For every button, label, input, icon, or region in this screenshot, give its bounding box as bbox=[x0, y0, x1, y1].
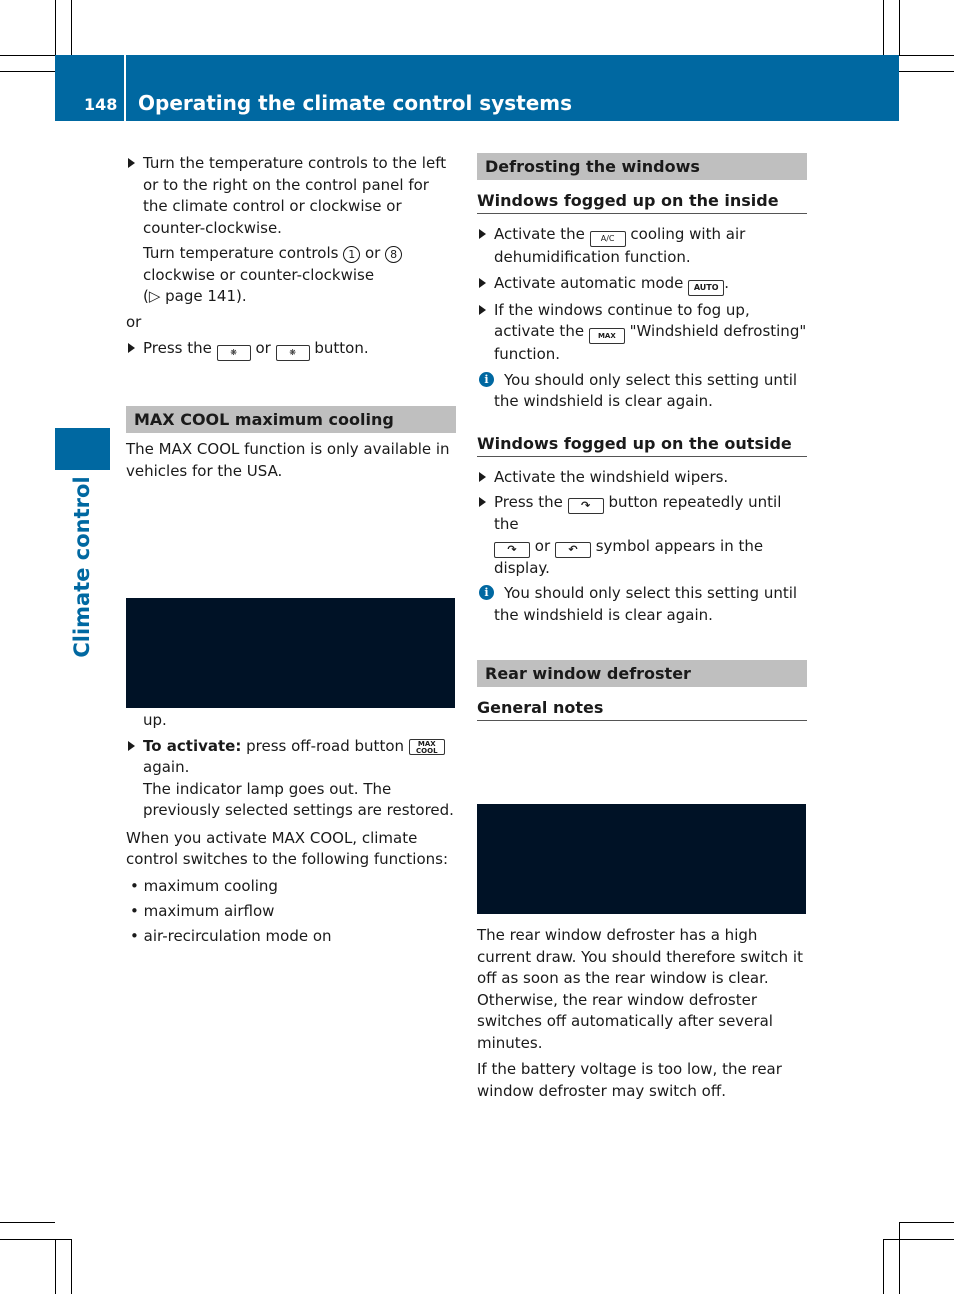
instruction-step bbox=[477, 224, 807, 269]
header-divider bbox=[124, 55, 126, 121]
list-item: • maximum airflow bbox=[130, 901, 275, 920]
instruction-step bbox=[477, 492, 807, 579]
list-item: • air-recirculation mode on bbox=[130, 926, 332, 945]
or-text: or bbox=[365, 244, 381, 262]
info-note bbox=[477, 370, 807, 413]
subheading-fogged-inside: Windows fogged up on the inside bbox=[477, 190, 807, 214]
right-column bbox=[477, 153, 807, 721]
step-arrow-icon bbox=[128, 158, 135, 168]
step-text: If the windows continue to fog up, activate the bbox=[494, 300, 750, 340]
step-text: press off-road button bbox=[246, 736, 405, 755]
step-arrow-icon bbox=[479, 229, 486, 239]
auto-icon: AUTO bbox=[688, 280, 724, 296]
step-detail bbox=[126, 243, 456, 308]
page-reference: (▷ page 141). bbox=[143, 287, 247, 305]
subheading-general-notes: General notes bbox=[477, 697, 807, 721]
step-arrow-icon bbox=[128, 343, 135, 353]
step-arrow-icon bbox=[479, 305, 486, 315]
crop-mark bbox=[899, 1222, 954, 1223]
crop-mark bbox=[55, 1239, 56, 1294]
page-title: Operating the climate control systems bbox=[138, 91, 573, 115]
air-distribution-icon: ↷ bbox=[568, 498, 604, 514]
crop-mark bbox=[899, 55, 954, 56]
air-distribution-windshield-footwell-icon: ↶ bbox=[555, 542, 591, 558]
info-note bbox=[477, 583, 807, 626]
crop-mark bbox=[0, 71, 55, 72]
step-text: Press the bbox=[143, 339, 212, 357]
or-text: or bbox=[534, 536, 551, 555]
info-text: You should only select this setting until the windshield is clear again. bbox=[494, 370, 798, 410]
air-distribution-windshield-icon: ↷ bbox=[494, 542, 530, 558]
max-cool-functions-intro: When you activate MAX COOL, climate control switches to the following functions: bbox=[126, 828, 449, 868]
crop-mark bbox=[899, 0, 900, 55]
temperature-control-1-icon: 1 bbox=[343, 246, 360, 263]
fan-low-icon: ❋ bbox=[276, 345, 310, 361]
fan-high-icon: ❋ bbox=[217, 345, 251, 361]
page-number: 148 bbox=[84, 95, 118, 114]
subheading-fogged-outside: Windows fogged up on the outside bbox=[477, 433, 807, 457]
step-arrow-icon bbox=[128, 741, 135, 751]
ac-icon: A/C bbox=[590, 231, 626, 247]
step-text: Activate the windshield wipers. bbox=[494, 467, 729, 486]
step-text: Turn the temperature controls to the left or to the right on the control panel for the climate control or clockwise or counter-clockwise. bbox=[143, 154, 447, 237]
crop-mark bbox=[0, 55, 55, 56]
info-icon: i bbox=[479, 585, 494, 600]
rear-defroster-paragraph: If the battery voltage is too low, the rear window defroster may switch off. bbox=[477, 1060, 782, 1100]
max-cool-intro: The MAX COOL function is only available in vehicles for the USA. bbox=[126, 440, 450, 480]
instruction-step bbox=[126, 153, 456, 239]
step-arrow-icon bbox=[479, 472, 486, 482]
list-item: • maximum cooling bbox=[130, 876, 278, 895]
crop-mark bbox=[71, 1239, 72, 1294]
step-detail-text: Turn temperature controls bbox=[143, 244, 339, 262]
rear-defroster-text bbox=[477, 925, 807, 1107]
or-paragraph: or bbox=[126, 312, 142, 331]
step-result: up. bbox=[143, 711, 167, 729]
instruction-step bbox=[477, 467, 807, 489]
info-icon: i bbox=[479, 372, 494, 387]
or-text: or bbox=[255, 339, 271, 357]
crop-mark bbox=[0, 1222, 55, 1223]
crop-mark bbox=[0, 1239, 71, 1240]
crop-mark bbox=[899, 71, 954, 72]
info-text: You should only select this setting until the windshield is clear again. bbox=[494, 584, 798, 624]
crop-mark bbox=[899, 1222, 900, 1294]
windshield-defrost-icon: MAX bbox=[589, 328, 625, 344]
figure-placeholder bbox=[477, 804, 806, 914]
step-text: Activate automatic mode bbox=[494, 273, 684, 292]
section-heading-rear-defroster: Rear window defroster bbox=[477, 660, 807, 687]
section-heading-max-cool: MAX COOL maximum cooling bbox=[126, 406, 456, 433]
step-text: again. bbox=[143, 758, 190, 776]
step-label: To activate: bbox=[143, 736, 242, 755]
figure-placeholder bbox=[126, 598, 455, 708]
step-text: cooling with air dehumidification function. bbox=[494, 225, 746, 266]
crop-mark bbox=[883, 1239, 884, 1294]
section-heading-defrosting: Defrosting the windows bbox=[477, 153, 807, 180]
rear-defroster-paragraph: The rear window defroster has a high current draw. You should therefore switch it off as soon as the rear window is clear. Otherwise, the rear window defroster switches off automatically after several minutes. bbox=[477, 926, 803, 1052]
crop-mark bbox=[71, 0, 72, 55]
step-text: button. bbox=[314, 339, 369, 357]
crop-mark bbox=[883, 1239, 954, 1240]
step-text: "Windshield defrosting" function. bbox=[494, 322, 807, 363]
step-text: button repeatedly until the bbox=[494, 493, 782, 533]
instruction-step bbox=[126, 338, 456, 361]
step-text: Press the bbox=[494, 493, 563, 511]
crop-mark bbox=[883, 0, 884, 55]
temperature-control-8-icon: 8 bbox=[385, 246, 402, 263]
side-tab-marker bbox=[55, 428, 110, 470]
instruction-step: Activate automatic mode AUTO . bbox=[477, 273, 807, 296]
instruction-step bbox=[477, 300, 807, 366]
side-tab-label: Climate control bbox=[70, 476, 94, 658]
step-text: Activate the bbox=[494, 225, 585, 243]
max-cool-icon: MAX COOL bbox=[409, 739, 445, 755]
step-detail-text: clockwise or counter-clockwise bbox=[143, 265, 375, 284]
crop-mark bbox=[55, 0, 56, 55]
step-text: symbol appears in the display. bbox=[494, 536, 764, 577]
step-arrow-icon bbox=[479, 278, 486, 288]
step-arrow-icon bbox=[479, 497, 486, 507]
step-result: The indicator lamp goes out. The previously selected settings are restored. bbox=[143, 779, 454, 819]
left-column bbox=[126, 153, 456, 951]
instruction-step bbox=[126, 736, 456, 822]
